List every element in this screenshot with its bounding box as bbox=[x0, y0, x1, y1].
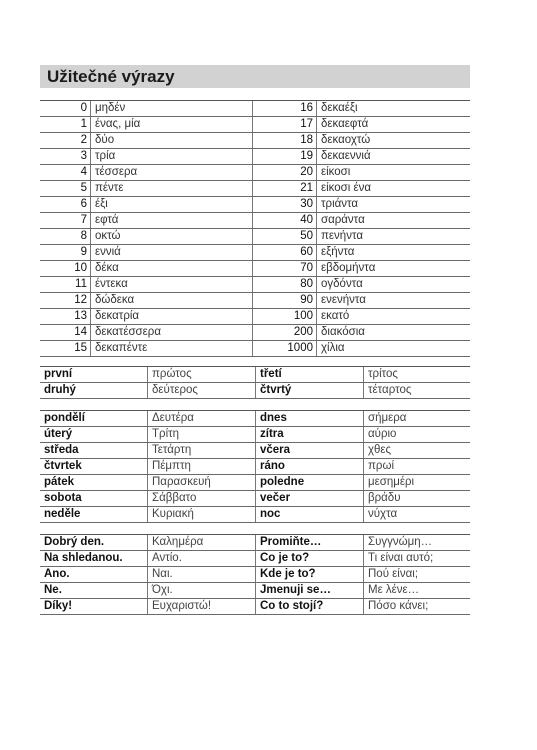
number-word: δεκαοχτώ bbox=[321, 134, 371, 146]
czech-term: pátek bbox=[40, 475, 148, 490]
table-row bbox=[40, 213, 470, 229]
czech-term: Ano. bbox=[40, 567, 148, 582]
numbers-table bbox=[40, 100, 470, 357]
czech-term: Promiňte… bbox=[256, 535, 364, 550]
number-word: δύο bbox=[91, 133, 253, 148]
number-digit: 1000 bbox=[253, 341, 317, 356]
table-row bbox=[40, 133, 470, 149]
number-digit: 7 bbox=[40, 213, 91, 228]
number-word: τέσσερα bbox=[91, 165, 253, 180]
number-word: ένας, μία bbox=[91, 117, 253, 132]
table-row bbox=[40, 341, 470, 357]
greek-term: δεύτερος bbox=[148, 383, 256, 398]
greek-term: τέταρτος bbox=[368, 384, 412, 396]
czech-term: Kde je to? bbox=[256, 567, 364, 582]
greek-term: Πέμπτη bbox=[148, 459, 256, 474]
table-row bbox=[40, 101, 470, 117]
greek-term: αύριο bbox=[368, 428, 397, 440]
greek-term: Αντίο. bbox=[148, 551, 256, 566]
number-word: δεκατέσσερα bbox=[91, 325, 253, 340]
number-word: δεκαέξι bbox=[321, 102, 358, 114]
number-digit: 1 bbox=[40, 117, 91, 132]
number-word: δώδεκα bbox=[91, 293, 253, 308]
table-row bbox=[40, 459, 470, 475]
czech-term: ráno bbox=[256, 459, 364, 474]
number-word: είκοσι bbox=[321, 166, 351, 178]
czech-term: druhý bbox=[40, 383, 148, 398]
czech-term: středa bbox=[40, 443, 148, 458]
number-digit: 90 bbox=[253, 293, 317, 308]
czech-term: Na shledanou. bbox=[40, 551, 148, 566]
greek-term: Κυριακή bbox=[148, 507, 256, 522]
table-row bbox=[40, 197, 470, 213]
number-digit: 5 bbox=[40, 181, 91, 196]
number-word: σαράντα bbox=[321, 214, 365, 226]
table-row bbox=[40, 325, 470, 341]
number-digit: 60 bbox=[253, 245, 317, 260]
number-digit: 9 bbox=[40, 245, 91, 260]
table-row bbox=[40, 293, 470, 309]
greek-term: Ναι. bbox=[148, 567, 256, 582]
table-row bbox=[40, 567, 470, 583]
number-word: δέκα bbox=[91, 261, 253, 276]
number-digit: 2 bbox=[40, 133, 91, 148]
number-digit: 50 bbox=[253, 229, 317, 244]
table-row bbox=[40, 181, 470, 197]
number-digit: 12 bbox=[40, 293, 91, 308]
number-word: δεκαεννιά bbox=[321, 150, 371, 162]
greek-term: Τετάρτη bbox=[148, 443, 256, 458]
number-word: χίλια bbox=[321, 342, 345, 354]
table-row bbox=[40, 261, 470, 277]
number-word: είκοσι ένα bbox=[321, 182, 372, 194]
czech-term: Co to stojí? bbox=[256, 599, 364, 614]
czech-term: sobota bbox=[40, 491, 148, 506]
number-digit: 11 bbox=[40, 277, 91, 292]
number-digit: 4 bbox=[40, 165, 91, 180]
greek-term: Πόσο κάνει; bbox=[368, 600, 429, 612]
czech-term: první bbox=[40, 367, 148, 382]
number-word: οκτώ bbox=[91, 229, 253, 244]
greek-term: νύχτα bbox=[368, 508, 398, 520]
table-row bbox=[40, 367, 470, 383]
number-digit: 100 bbox=[253, 309, 317, 324]
number-digit: 200 bbox=[253, 325, 317, 340]
number-word: διακόσια bbox=[321, 326, 365, 338]
number-digit: 6 bbox=[40, 197, 91, 212]
number-digit: 21 bbox=[253, 181, 317, 196]
number-digit: 70 bbox=[253, 261, 317, 276]
greek-term: χθες bbox=[368, 444, 392, 456]
title-bar bbox=[40, 65, 470, 88]
number-digit: 8 bbox=[40, 229, 91, 244]
greek-term: Παρασκευή bbox=[148, 475, 256, 490]
table-row bbox=[40, 599, 470, 615]
number-word: εκατό bbox=[321, 310, 350, 322]
greek-term: σήμερα bbox=[368, 412, 407, 424]
table-row bbox=[40, 583, 470, 599]
number-digit: 10 bbox=[40, 261, 91, 276]
greek-term: Πού είναι; bbox=[368, 568, 419, 580]
number-digit: 15 bbox=[40, 341, 91, 356]
czech-term: zítra bbox=[256, 427, 364, 442]
number-word: πενήντα bbox=[321, 230, 363, 242]
phrases-table bbox=[40, 534, 470, 615]
czech-term: čtvrtý bbox=[256, 383, 364, 398]
czech-term: Jmenuji se… bbox=[256, 583, 364, 598]
number-digit: 20 bbox=[253, 165, 317, 180]
table-row bbox=[40, 491, 470, 507]
czech-term: Ne. bbox=[40, 583, 148, 598]
greek-term: Συγγνώμη… bbox=[368, 536, 433, 548]
number-word: τρία bbox=[91, 149, 253, 164]
greek-term: πρωί bbox=[368, 460, 395, 472]
greek-term: βράδυ bbox=[368, 492, 401, 504]
czech-term: Dobrý den. bbox=[40, 535, 148, 550]
number-word: εξήντα bbox=[321, 246, 355, 258]
table-row bbox=[40, 383, 470, 399]
table-row bbox=[40, 535, 470, 551]
number-word: ενενήντα bbox=[321, 294, 366, 306]
number-word: δεκαεφτά bbox=[321, 118, 369, 130]
czech-term: úterý bbox=[40, 427, 148, 442]
czech-term: čtvrtek bbox=[40, 459, 148, 474]
number-digit: 18 bbox=[253, 133, 317, 148]
number-word: ογδόντα bbox=[321, 278, 363, 290]
number-word: μηδέν bbox=[91, 101, 253, 116]
page-title: Užitečné výrazy bbox=[47, 67, 175, 86]
number-digit: 30 bbox=[253, 197, 317, 212]
greek-term: Ευχαριστώ! bbox=[148, 599, 256, 614]
czech-term: pondělí bbox=[40, 411, 148, 426]
number-word: έξι bbox=[91, 197, 253, 212]
number-digit: 16 bbox=[253, 101, 317, 116]
greek-term: Με λένε… bbox=[368, 584, 420, 596]
czech-term: večer bbox=[256, 491, 364, 506]
greek-term: Καλημέρα bbox=[148, 535, 256, 550]
greek-term: Τρίτη bbox=[148, 427, 256, 442]
number-digit: 80 bbox=[253, 277, 317, 292]
table-row bbox=[40, 165, 470, 181]
greek-term: Σάββατο bbox=[148, 491, 256, 506]
table-row bbox=[40, 277, 470, 293]
number-word: δεκατρία bbox=[91, 309, 253, 324]
number-digit: 0 bbox=[40, 101, 91, 116]
greek-term: Τι είναι αυτό; bbox=[368, 552, 434, 564]
number-digit: 3 bbox=[40, 149, 91, 164]
czech-term: včera bbox=[256, 443, 364, 458]
czech-term: Co je to? bbox=[256, 551, 364, 566]
number-word: τριάντα bbox=[321, 198, 359, 210]
table-row bbox=[40, 427, 470, 443]
greek-term: πρώτος bbox=[148, 367, 256, 382]
number-digit: 17 bbox=[253, 117, 317, 132]
table-row bbox=[40, 443, 470, 459]
table-row bbox=[40, 309, 470, 325]
czech-term: neděle bbox=[40, 507, 148, 522]
number-word: έντεκα bbox=[91, 277, 253, 292]
greek-term: Δευτέρα bbox=[148, 411, 256, 426]
czech-term: Díky! bbox=[40, 599, 148, 614]
greek-term: Όχι. bbox=[148, 583, 256, 598]
number-digit: 40 bbox=[253, 213, 317, 228]
number-digit: 14 bbox=[40, 325, 91, 340]
days-table bbox=[40, 410, 470, 523]
number-word: πέντε bbox=[91, 181, 253, 196]
number-word: δεκαπέντε bbox=[91, 341, 253, 356]
table-row bbox=[40, 551, 470, 567]
number-word: εβδομήντα bbox=[321, 262, 376, 274]
ordinals-table bbox=[40, 366, 470, 399]
number-word: εννιά bbox=[91, 245, 253, 260]
table-row bbox=[40, 507, 470, 523]
table-row bbox=[40, 149, 470, 165]
greek-term: τρίτος bbox=[368, 368, 398, 380]
czech-term: třetí bbox=[256, 367, 364, 382]
czech-term: poledne bbox=[256, 475, 364, 490]
czech-term: noc bbox=[256, 507, 364, 522]
number-word: εφτά bbox=[91, 213, 253, 228]
table-row bbox=[40, 229, 470, 245]
table-row bbox=[40, 411, 470, 427]
greek-term: μεσημέρι bbox=[368, 476, 415, 488]
number-digit: 19 bbox=[253, 149, 317, 164]
table-row bbox=[40, 245, 470, 261]
table-row bbox=[40, 117, 470, 133]
table-row bbox=[40, 475, 470, 491]
czech-term: dnes bbox=[256, 411, 364, 426]
number-digit: 13 bbox=[40, 309, 91, 324]
